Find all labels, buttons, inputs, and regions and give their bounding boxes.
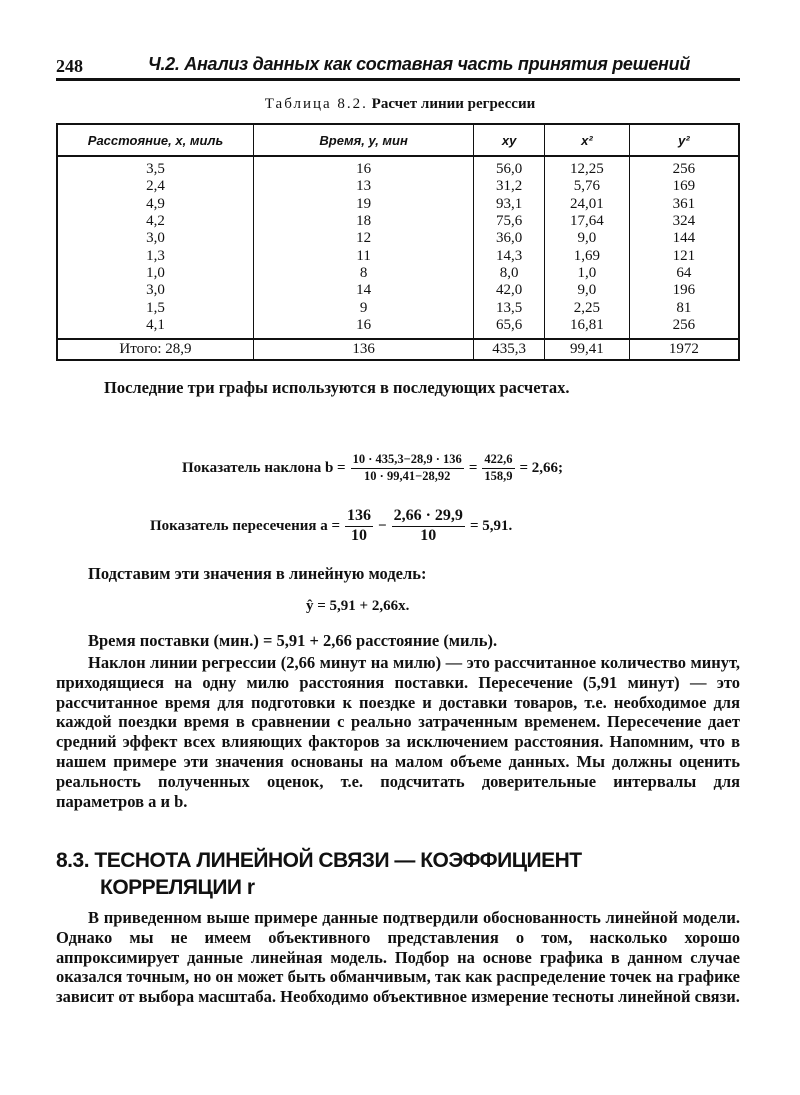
- substitute-text: Подставим эти значения в линейную модель:: [88, 564, 427, 583]
- table-caption-label: Таблица 8.2.: [264, 96, 368, 112]
- table-cell: 65,6: [474, 317, 545, 339]
- table-cell: 12: [254, 230, 474, 247]
- equals-sign: =: [468, 459, 478, 476]
- table-cell: 121: [629, 247, 739, 264]
- table-cell: 144: [629, 230, 739, 247]
- table-cell: 12,25: [545, 156, 630, 178]
- intercept-result: = 5,91.: [469, 517, 513, 534]
- minus-sign: −: [378, 517, 387, 534]
- slope-fraction-2: [482, 452, 514, 484]
- total-cell: 136: [254, 339, 474, 360]
- table-cell: 3,0: [57, 230, 254, 247]
- table-cell: 196: [629, 282, 739, 299]
- table-cell: 2,25: [545, 299, 630, 316]
- intercept-fraction-1: [345, 507, 373, 545]
- total-cell: 1972: [629, 339, 739, 360]
- table-row: [57, 282, 739, 299]
- table-caption-title: Расчет линии регрессии: [371, 96, 536, 112]
- table-row: [57, 196, 739, 213]
- table-cell: 14: [254, 282, 474, 299]
- denominator: 10: [351, 527, 368, 544]
- denominator: 158,9: [484, 469, 513, 483]
- table-cell: 4,2: [57, 213, 254, 230]
- table-cell: 11: [254, 247, 474, 264]
- intercept-formula: [150, 507, 512, 545]
- regression-table: [56, 123, 740, 361]
- table-row: [57, 265, 739, 282]
- table-total-row: [57, 339, 739, 360]
- table-note: Последние три графы используются в последующих расчетах.: [104, 378, 570, 397]
- table-cell: 75,6: [474, 213, 545, 230]
- table-cell: 36,0: [474, 230, 545, 247]
- table-cell: 9,0: [545, 230, 630, 247]
- table-cell: 31,2: [474, 178, 545, 195]
- section-heading: [56, 847, 582, 901]
- table-cell: 324: [629, 213, 739, 230]
- table-row: [57, 156, 739, 178]
- table-cell: 9,0: [545, 282, 630, 299]
- table-cell: 13: [254, 178, 474, 195]
- intercept-label: Показатель пересечения a =: [150, 517, 341, 534]
- column-header: y²: [629, 124, 739, 156]
- section-heading-line1: 8.3. ТЕСНОТА ЛИНЕЙНОЙ СВЯЗИ — КОЭФФИЦИЕНТ: [56, 849, 582, 872]
- numerator: 136: [345, 507, 373, 527]
- table-cell: 81: [629, 299, 739, 316]
- table-cell: 3,0: [57, 282, 254, 299]
- table-cell: 361: [629, 196, 739, 213]
- table-header-row: [57, 124, 739, 156]
- table-row: [57, 178, 739, 195]
- slope-result: = 2,66;: [519, 459, 564, 476]
- total-cell: 99,41: [545, 339, 630, 360]
- table-cell: 3,5: [57, 156, 254, 178]
- table-cell: 1,0: [545, 265, 630, 282]
- table-cell: 169: [629, 178, 739, 195]
- paragraph-correlation-intro: В приведенном выше примере данные подтвердили обоснованность линейной модели. Однако мы не имеем объективного представления о том, насколько хорошо аппроксимирует данные линейная модель. Подбор на основе графика в данном случае оказался точным, но он может быть обманчивым, так как распределение точек на графике зависит от выбора масштаба. Необходимо объективное измерение тесноты линейной связи.: [56, 908, 740, 1007]
- table-cell: 42,0: [474, 282, 545, 299]
- numerator: 422,6: [482, 452, 514, 469]
- slope-label: Показатель наклона b =: [182, 459, 346, 476]
- running-header: [56, 54, 740, 81]
- chapter-title: Ч.2. Анализ данных как составная часть принятия решений: [148, 54, 691, 74]
- table-cell: 2,4: [57, 178, 254, 195]
- table-row: [57, 230, 739, 247]
- page-number: 248: [56, 56, 83, 76]
- column-header: Расстояние, x, миль: [57, 124, 254, 156]
- table-row: [57, 317, 739, 339]
- table-cell: 93,1: [474, 196, 545, 213]
- table-row: [57, 247, 739, 264]
- table-cell: 64: [629, 265, 739, 282]
- section-heading-line2: КОРРЕЛЯЦИИ r: [100, 876, 255, 899]
- table-cell: 14,3: [474, 247, 545, 264]
- table-cell: 16: [254, 156, 474, 178]
- paragraph-slope-explanation: Наклон линии регрессии (2,66 минут на милю) — это рассчитанное количество минут, приходящиеся на одну милю расстояния поставки. Пересечение (5,91 минут) — это рассчитанное время для подготовки к поездке и доставки товаров, т.е. необходимое для каждой поездки время в сравнении с реально затраченным временем. Пересечение дает средний эффект всех влияющих факторов за исключением расстояния. Напомним, что в нашем примере эти значения основаны на малом объеме данных. Мы должны оценить реальность полученных оценок, т.е. подсчитать доверительные интервалы для параметров a и b.: [56, 653, 740, 811]
- table-caption: [0, 96, 800, 113]
- slope-fraction-1: [351, 452, 464, 484]
- column-header: Время, y, мин: [254, 124, 474, 156]
- table-row: [57, 213, 739, 230]
- table-cell: 16,81: [545, 317, 630, 339]
- column-header: x²: [545, 124, 630, 156]
- table-cell: 256: [629, 156, 739, 178]
- table-cell: 1,0: [57, 265, 254, 282]
- table-cell: 17,64: [545, 213, 630, 230]
- table-cell: 9: [254, 299, 474, 316]
- table-cell: 8,0: [474, 265, 545, 282]
- table-cell: 18: [254, 213, 474, 230]
- model-equation: ŷ = 5,91 + 2,66x.: [306, 598, 410, 614]
- table-row: [57, 299, 739, 316]
- denominator: 10: [420, 527, 437, 544]
- table-cell: 19: [254, 196, 474, 213]
- table-cell: 16: [254, 317, 474, 339]
- denominator: 10 · 99,41−28,92: [364, 469, 451, 483]
- table-cell: 4,9: [57, 196, 254, 213]
- total-cell: Итого: 28,9: [57, 339, 254, 360]
- table-cell: 1,69: [545, 247, 630, 264]
- table-cell: 56,0: [474, 156, 545, 178]
- total-cell: 435,3: [474, 339, 545, 360]
- delivery-equation: Время поставки (мин.) = 5,91 + 2,66 расстояние (миль).: [88, 631, 498, 650]
- numerator: 10 · 435,3−28,9 · 136: [351, 452, 464, 469]
- numerator: 2,66 · 29,9: [392, 507, 465, 527]
- table-cell: 256: [629, 317, 739, 339]
- slope-formula: [182, 452, 563, 484]
- column-header: xy: [474, 124, 545, 156]
- intercept-fraction-2: [392, 507, 465, 545]
- table-cell: 4,1: [57, 317, 254, 339]
- table-cell: 1,5: [57, 299, 254, 316]
- table-cell: 1,3: [57, 247, 254, 264]
- table-cell: 8: [254, 265, 474, 282]
- table-cell: 13,5: [474, 299, 545, 316]
- table-cell: 5,76: [545, 178, 630, 195]
- table-cell: 24,01: [545, 196, 630, 213]
